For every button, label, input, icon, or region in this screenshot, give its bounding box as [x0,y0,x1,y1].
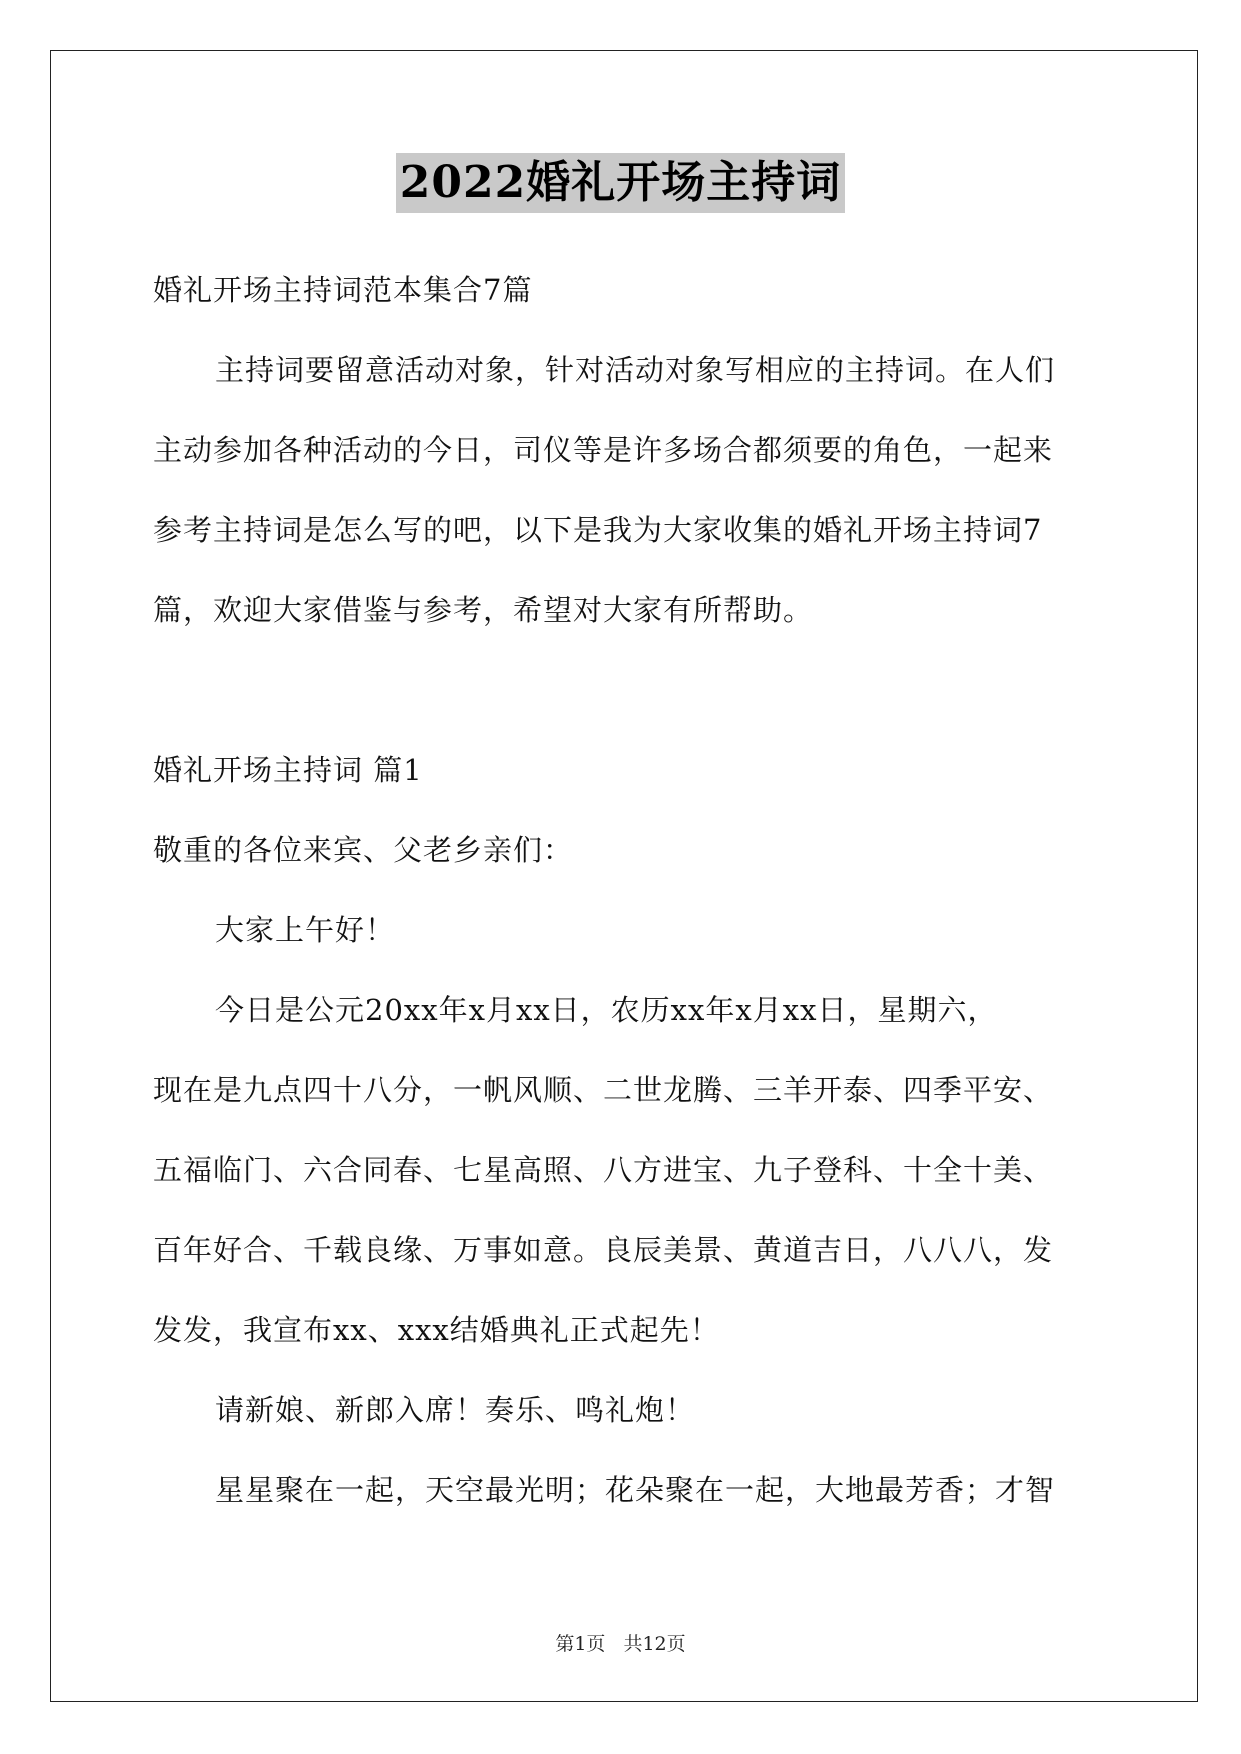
intro-line-3: 参考主持词是怎么写的吧，以下是我为大家收集的婚礼开场主持词7 [153,513,1043,547]
greeting-line: 敬重的各位来宾、父老乡亲们： [153,833,574,867]
intro-line-1: 主持词要留意活动对象，针对活动对象写相应的主持词。在人们 [215,353,1056,387]
section-heading: 婚礼开场主持词 篇1 [153,753,423,787]
section-gap [153,650,1088,730]
document-title: 2022婚礼开场主持词 [396,153,845,213]
title-wrap [0,153,1241,213]
para1-line-3: 五福临门、六合同春、七星高照、八方进宝、九子登科、十全十美、 [153,1153,1054,1187]
page-number: 第1页 [555,1633,606,1655]
para3-line: 星星聚在一起，天空最光明；花朵聚在一起，大地最芳香；才智 [215,1473,1056,1507]
para1-line-2: 现在是九点四十八分，一帆风顺、二世龙腾、三羊开泰、四季平安、 [153,1073,1054,1107]
page-total: 共12页 [623,1633,686,1655]
para1-line-4: 百年好合、千载良缘、万事如意。良辰美景、黄道吉日，八八八，发 [153,1233,1054,1267]
para2-line: 请新娘、新郎入席！奏乐、鸣礼炮！ [215,1393,696,1427]
page-footer [0,1632,1241,1656]
document-subtitle: 婚礼开场主持词范本集合7篇 [153,273,533,307]
para1-line-1: 今日是公元20xx年x月xx日，农历xx年x月xx日，星期六， [215,993,998,1027]
document-body [153,250,1088,1530]
para1-line-5: 发发，我宣布xx、xxx结婚典礼正式起先！ [153,1313,720,1347]
hello-line: 大家上午好！ [215,913,396,947]
intro-line-4: 篇，欢迎大家借鉴与参考，希望对大家有所帮助。 [153,593,814,627]
intro-line-2: 主动参加各种活动的今日，司仪等是许多场合都须要的角色，一起来 [153,433,1054,467]
